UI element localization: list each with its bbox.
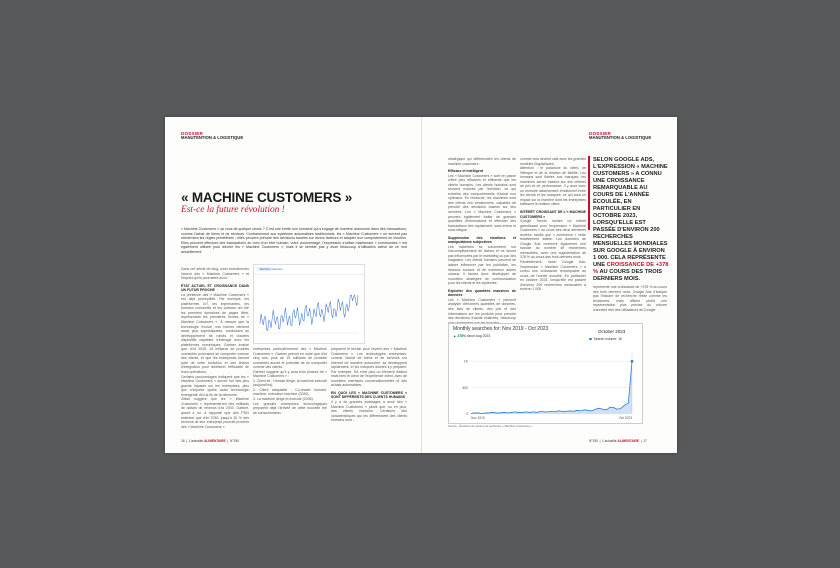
up-arrow-icon: ▲ [453,334,457,338]
right-column-1 [448,157,516,319]
left-folio: 16 | L'actualité ALIMENTAIRE | N°190 [181,439,239,443]
magazine-brand: ALIMENTAIRE [204,439,226,443]
paragraph: Google Trends montre un intérêt grandissant pour l'expression « Machine Customers » au cours des deux dernières années, tandis que « commerce » reste relativement stable. Les données de Google Ads montrent également une hausse du nombre de recherches mensuelles, avec une augmentation de 378 % au cours des trois derniers mois. [520,219,586,260]
pull-quote-highlight: CROISSANCE DE +378 % [593,262,669,275]
x-tick-label: Oct 2023 [619,416,632,420]
paragraph: 2. Client adaptable : Co-leader humain-machine, exécution machine (2026). [253,387,327,397]
pull-quote: SELON GOOGLE ADS, L'EXPRESSION « MACHINE CUSTOMERS » A CONNU UNE CROISSANCE REMARQUABLE AU COURS DE L'ANNÉE ÉCOULÉE, EN PARTICULIER EN OCTOBRE 2023, LORSQU'ELLE EST PASSÉE D'ENVIRON 200 RECHERCHES MENSUELLES MONDIALES SUR GOOGLE À ENVIRON 1 000. CELA REPRÉSENTE UNE CROISSANCE DE +378 % AU COURS DES TROIS DERNIERS MOIS. [593,157,669,282]
paragraph: stratégique qui différencient les clients de machine customers : [448,157,516,166]
paragraph: Gartner suggère qu'il y aura trois phases de « Machine Customers » : [253,369,327,379]
page-number: 16 [181,439,185,443]
left-column-3 [331,347,407,437]
paragraph: Zillow suggère que les « Machine Customers » représenteront des milliards de dollars de revenus d'ici 2030. Gartner, quant à lui, a rapporté que des PDG estiment que d'ici 2030, jusqu'à 20 % des revenus de leur entreprise pourrait provenir des « Machine Customers ». [181,397,249,429]
magazine-spread [165,117,677,453]
section-subtitle: MANUTENTION & LOGISTIQUE [181,135,244,141]
left-column-2 [253,347,327,437]
page-number: 17 [643,439,647,443]
right-section-header [589,131,651,141]
mini-trend-line [260,295,358,331]
paragraph: Les machines se concentrent sur l'accomplissement de tâches et ne seront pas influencées par le marketing ou par des magasins. Les clients humains peuvent se laisser influencer par les publicités, les réseaux sociaux et de nombreux autres canaux. Il faudra donc développer de nouvelles stratégies de communication pour les clients et les systèmes. [448,244,516,286]
section-subtitle: MANUTENTION & LOGISTIQUE [589,135,652,141]
issue-number: N°190 [589,439,598,443]
series-line [471,361,632,413]
subheading: INTÉRÊT CROISSANT DE L'« MACHINE CUSTOMERS » [520,210,586,219]
y-tick-label: 0 [466,412,468,417]
paragraph: entreprises particulièrement des « Machine Customers ». Gartner prévoit en outre que d'ici cinq ans, plus de 15 milliards de produits connectés auront le potentiel de se comporter comme des clients. [253,347,327,370]
x-tick-label: Nov 2019 [471,416,485,420]
article-title: « MACHINE CUSTOMERS » [181,190,353,205]
right-column-3 [593,285,667,321]
magazine-brand: ALIMENTAIRE [617,439,639,443]
paragraph: Il y a de grandes avantages à avoir des « Machine Customers » plutôt que, ou en plus, des clients humains. Certaines des caractéristiques qui les différencient des clients humains sont : [331,400,407,423]
paragraph: Les « Machine Customers » peuvent analyser d'énormes quantités de données, des avis de clients, des prix et des informations sur les produits pour prendre des décisions d'achat éclairées, beaucoup [448,297,516,321]
subheading: EN QUOI LES « MACHINE CUSTOMERS » SONT DIFFÉRENTS DES CLIENTS HUMAINS [331,390,407,400]
section-kicker: DOSSIER [589,131,612,136]
paragraph: Les grandes entreprises technologiques préparent déjà l'arrivée de cette nouvelle ère de consommation. [253,401,327,415]
trends-mini-chart [254,265,364,343]
subheading: Exploiter des quantités massives de données [448,288,516,298]
section-kicker: DOSSIER [181,131,204,136]
y-tick-label: 1K [463,359,468,364]
highlight-date: October 2023 [598,329,626,334]
paragraph: Les « Machine Customers » sont en passe d'être plus efficaces et efficients que les clients humains. Les clients humains sont souvent motivés par l'émotion, ce qui entraîne des comportements d'achat non optimaux. En revanche, les machines sont des clients non émotionnels, capables de prendre des décisions basées sur des données. Les « Machine Customers » peuvent également traiter de grandes quantités d'informations et effectuer des transactions très rapidement, sans erreur et sans fatigue. [448,173,516,233]
paragraph: 3. La machine dirige et exécute (2036). [253,397,314,402]
article-subtitle: Est-ce la future révolution ! [181,205,285,215]
trends-toolbar [254,265,364,275]
paragraph: représente une croissance de +378 % au cours des trois derniers mois. Google Ads n'indique pas l'histoire de recherche réelle comme les tendances, mais affiche plutôt une représentation plus précise du volume d'années réel des utilisateurs de Google. [593,285,667,312]
series-label: Search volume: 1K [589,337,622,341]
trends-screenshot [253,264,365,344]
page-fold [421,117,422,453]
y-tick-label: 500 [462,385,468,390]
search-volume-chart [448,323,643,424]
article-lede: « Machine Customers » ça vous dit quelque chose ? C'est une entité non humaine qui s'engage de manière autonome dans des transactions, comme l'achat de biens et de services. Contrairement aux systèmes automatisés traditionnels, les « Machine Customers » ne suivent pas strictement les règles prédéfinies ; elles peuvent prendre des décisions basées sur divers facteurs et adapter leur comportement en fonction. Elles peuvent effectuer des transactions au nom d'un être humain, votre pourcentage, l'expression s'utilise maintenant « commandes » est également utilisée pour décrire les « Machine Customers », mais il se semble pas y avoir beaucoup d'utilisation active de ce mot actuellement. [181,227,407,254]
chart-caption: Source : Évolution du volume de recherche « Machine Customers » [448,424,532,428]
subheading: Suppression des émotions et manipulations subjectives [448,235,516,245]
right-folio: N°190 | L'actualité ALIMENTAIRE | 17 [589,439,647,443]
paragraph: Certains pourcentages indiquent que les « Machine Customers » auront l'un des plus grands impacts sur les entreprises, plus que n'importe quelle autre technologie émergente d'ici la fin de la décennie. [181,374,249,397]
paragraph: La présence des « Machine Customers » est déjà perceptible. Par exemple, les plateformes IoT, les imprimantes, les bureaux connectés et les voitures ont été les premiers domaines de pages Web, représentant les premières formes de « Machine Customers ». À mesure que la technologie évolue, nos formes dérivent aussi plus sophistiquées, conduisant au développement de robots et d'autres dispositifs capables d'interagir avec les plateformes numériques. Gartner évalue que, d'ici 2028, 15 milliards de produits connectés pourraient se comporter comme des clients, et que les entreprises tireront parti de cette évolution et des leviers d'intégration pour améliorer l'efficacité de leurs opérations. [181,292,249,375]
pull-quote-rule [588,156,590,230]
mini-chart-title: Machine customers [260,268,283,271]
right-column-2 [520,157,586,319]
chart-title: Monthly searches for: Nov 2019 - Oct 2023 [453,326,549,332]
left-column-1 [181,267,249,437]
chart-change: ▲ 378% since Aug 2023 [453,334,491,338]
paragraph: Attention : le paradoxe du client, de l'éthique et de la relation de fidélité. Les humains sont fidèles aux marques, les machines seront basées sur des critères de prix et de performance. Il y aura donc un moindre attachement émotionnel entre les clients et les marques, ce qui aura un impact sur la manière dont les entreprises bâtissent la relation client. [520,166,586,207]
paragraph: Dans cet article de blog, nous examinerons l'avenir des « Machine Customers » et l'impact qu'ils pourraient avoir. [181,267,249,281]
paragraph: préparent le terrain pour l'avenir des « Machine Customers ». Les technologies entreprises, comme l'achat de biens et de services sur Internet de manière autonome, se développent rapidement, et les marques doivent s'y préparer. Par exemple, l'IA n'est plus un élément distinct mais bien le cœur de l'expérience client, avec de nouvelles interfaces conversationnelles et des achats automatisés. [331,347,407,388]
left-section-header [181,131,243,141]
issue-number: N°190 [229,439,239,443]
paragraph: Parallèlement, selon Google Ads, l'expression « Machine Customers » a connu une croissance remarquable au cours de l'année écoulée. En particulier en octobre 2023, lorsqu'elle est passée d'environ 200 recherches mensuelles à environ 1 000. [520,260,586,292]
subheading: ÉTAT ACTUEL ET CROISSANCE DANS UN FUTUR PROCHE [181,283,249,293]
subheading: Efficace et intelligent [448,169,484,174]
legend-dot-icon [589,338,592,341]
paragraph: comme cela devient clair avec les grandes modèles linguistiques. [520,157,586,166]
paragraph: 1. Client lié : Humain dirige, la machine exécute (aujourd'hui). [253,378,327,388]
